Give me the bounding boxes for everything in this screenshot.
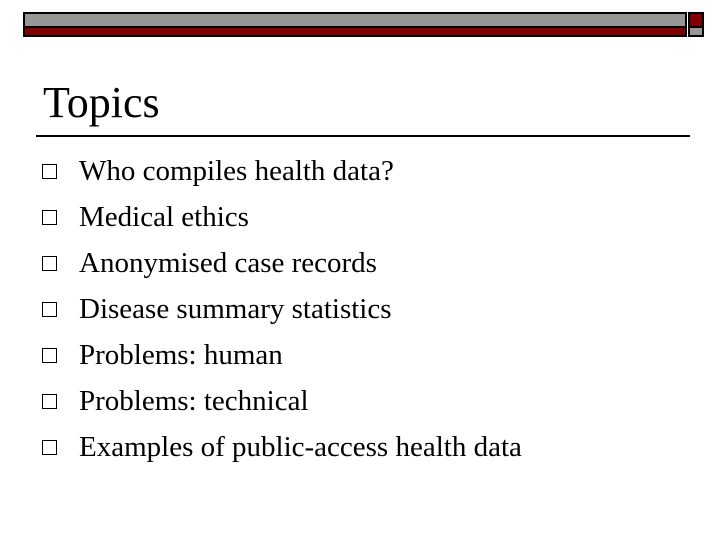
bullet-text: Examples of public-access health data — [79, 431, 522, 463]
bullet-text: Anonymised case records — [79, 247, 377, 279]
header-band-bottom — [23, 28, 687, 37]
hollow-square-icon — [42, 348, 57, 363]
bullet-text: Problems: human — [79, 339, 283, 371]
bullet-item — [0, 332, 680, 378]
bullet-item — [0, 286, 680, 332]
header-corner-top — [688, 12, 704, 28]
header-corner-block — [688, 12, 704, 37]
bullet-text: Disease summary statistics — [79, 293, 392, 325]
hollow-square-icon — [42, 302, 57, 317]
hollow-square-icon — [42, 440, 57, 455]
bullet-item — [0, 424, 680, 470]
bullet-item — [0, 148, 680, 194]
header-corner-bottom — [688, 28, 704, 37]
title-divider — [36, 135, 690, 137]
bullet-item — [0, 194, 680, 240]
header-band-top — [23, 12, 687, 28]
bullet-list — [0, 148, 680, 470]
header-band — [23, 12, 687, 37]
bullet-text: Medical ethics — [79, 201, 249, 233]
hollow-square-icon — [42, 394, 57, 409]
hollow-square-icon — [42, 164, 57, 179]
slide-title: Topics — [43, 78, 160, 127]
hollow-square-icon — [42, 210, 57, 225]
bullet-text: Problems: technical — [79, 385, 309, 417]
bullet-text: Who compiles health data? — [79, 155, 394, 187]
bullet-item — [0, 240, 680, 286]
bullet-item — [0, 378, 680, 424]
hollow-square-icon — [42, 256, 57, 271]
